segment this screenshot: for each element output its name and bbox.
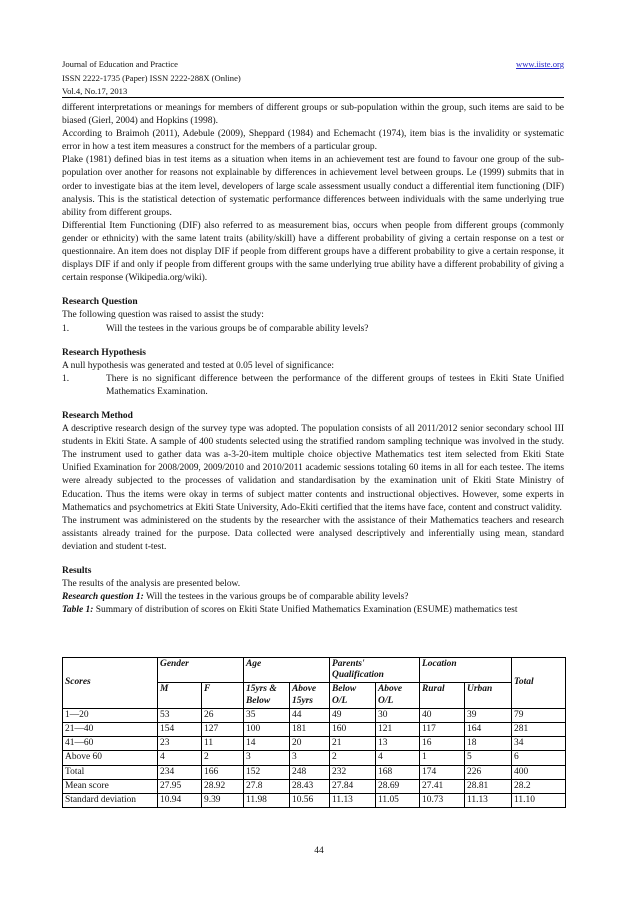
table-row [63, 779, 566, 793]
table-row [63, 751, 566, 765]
table-cell: 14 [244, 737, 290, 751]
research-question-item [62, 323, 564, 336]
table-label: Table 1: [62, 605, 94, 616]
parents-qualification-header: Parents' Qualification [330, 658, 420, 683]
research-hypothesis-intro: A null hypothesis was generated and tested at 0.05 level of significance: [62, 360, 335, 371]
results-intro: The results of the analysis are presented below. [62, 579, 241, 590]
table-row [63, 723, 566, 737]
table-cell: 127 [202, 723, 244, 737]
subheader-male: M [158, 683, 202, 708]
research-method-paragraph-2: The instrument was administered on the students by the researcher with the assistance of their Mathematics teachers and research assistants already trained for the purpose. Data collected were analysed descriptively and inferentially using mean, standard deviation and student t-test. [62, 515, 564, 552]
row-label: 1—20 [63, 708, 158, 722]
total-header: Total [512, 658, 566, 709]
table-cell: 35 [244, 708, 290, 722]
table-caption-text: Summary of distribution of scores on Ekiti State Unified Mathematics Examination (ESUME) mathematics test [93, 605, 518, 616]
research-question-heading: Research Question [62, 297, 138, 308]
table-cell: 234 [158, 765, 202, 779]
row-label: Above 60 [63, 751, 158, 765]
item-number: 1. [62, 373, 70, 384]
article-body [62, 102, 564, 617]
table-cell: 23 [158, 737, 202, 751]
table-cell: 11.05 [376, 794, 420, 808]
table-cell: 11.13 [465, 794, 512, 808]
table-cell: 5 [465, 751, 512, 765]
table-cell: 16 [420, 737, 465, 751]
table-cell: 4 [376, 751, 420, 765]
research-method-paragraph: A descriptive research design of the survey type was adopted. The population consists of all 2011/2012 senior secondary school III students in Ekiti State. A sample of 400 students selected using the stratified random sampling technique was involved in the study. The instrument used to gather data was a-3-20-item multiple choice objective Mathematics test item selected from Ekiti State Unified Examination for 2008/2009, 2009/2010 and 2010/2011 academic sessions totaling 60 items in all for each testee. The items were already subjected to the processes of validation and standardisation by the examination unit of Ekiti State Ministry of Education. Thus the items were okay in terms of subject matter contents and instructional objectives. However, some experts in Mathematics and psychometrics at Ekiti State University, Ado-Ekiti certified that the items have face, content and construct validity. [62, 424, 564, 513]
gender-header: Gender [158, 658, 244, 683]
row-label: Total [63, 765, 158, 779]
table-row [63, 765, 566, 779]
table-cell: 181 [290, 723, 330, 737]
table-cell: 248 [290, 765, 330, 779]
table-cell: 164 [465, 723, 512, 737]
table-row [63, 737, 566, 751]
paragraph-dif: Differential Item Functioning (DIF) also referred to as measurement bias, occurs when people from different groups (commonly gender or ethnicity) with the same latent traits (ability/skill) have a different probability of giving a certain response on a test or questionnaire. An item does not display DIF if people from different groups have a different probability to give a certain response, it displays DIF if and only if people from different groups with the same underlying true ability have a different probability of giving a certain response (Wikipedia.org/wiki). [62, 220, 564, 284]
table-cell: 20 [290, 737, 330, 751]
table-cell: 79 [512, 708, 566, 722]
subheader-above-15yrs: Above 15yrs [290, 683, 330, 708]
table-cell: 27.95 [158, 779, 202, 793]
table-cell: 232 [330, 765, 376, 779]
table-cell: 34 [512, 737, 566, 751]
subheader-below-ol: Below O/L [330, 683, 376, 708]
table-cell: 21 [330, 737, 376, 751]
research-question-text: Will the testees in the various groups be of comparable ability levels? [143, 592, 409, 603]
table-cell: 28.43 [290, 779, 330, 793]
research-question-label: Research question 1: [62, 592, 144, 603]
table-cell: 28.92 [202, 779, 244, 793]
table-cell: 53 [158, 708, 202, 722]
table-header-row [63, 658, 566, 683]
table-cell: 49 [330, 708, 376, 722]
table-cell: 11.13 [330, 794, 376, 808]
table-cell: 28.2 [512, 779, 566, 793]
issn-line: ISSN 2222-1735 (Paper) ISSN 2222-288X (Online) [62, 72, 241, 83]
subheader-urban: Urban [465, 683, 512, 708]
table-cell: 168 [376, 765, 420, 779]
table-cell: 226 [465, 765, 512, 779]
item-text: Will the testees in the various groups be of comparable ability levels? [106, 323, 369, 334]
paragraph-item-bias: According to Braimoh (2011), Adebule (2009), Sheppard (1984) and Echemacht (1974), item bias is the invalidity or systematic error in how a test item measures a construct for the members of a particular group. [62, 129, 564, 153]
table-cell: 2 [202, 751, 244, 765]
table-cell: 27.8 [244, 779, 290, 793]
table-cell: 39 [465, 708, 512, 722]
page-number: 44 [314, 846, 324, 856]
subheader-15yrs-below: 15yrs & Below [244, 683, 290, 708]
table-row [63, 708, 566, 722]
table-cell: 28.81 [465, 779, 512, 793]
research-question-1-line [62, 591, 564, 604]
table-cell: 18 [465, 737, 512, 751]
table-cell: 9.39 [202, 794, 244, 808]
table-cell: 10.56 [290, 794, 330, 808]
scores-header: Scores [63, 658, 158, 709]
table-cell: 100 [244, 723, 290, 737]
row-label: 41—60 [63, 737, 158, 751]
research-method-heading: Research Method [62, 410, 133, 421]
table-cell: 160 [330, 723, 376, 737]
table-cell: 30 [376, 708, 420, 722]
volume-line: Vol.4, No.17, 2013 [62, 86, 128, 96]
table-cell: 152 [244, 765, 290, 779]
subheader-rural: Rural [420, 683, 465, 708]
table-cell: 40 [420, 708, 465, 722]
row-label: 21—40 [63, 723, 158, 737]
journal-title: Journal of Education and Practice [62, 59, 178, 69]
journal-header [62, 58, 564, 99]
table-cell: 3 [290, 751, 330, 765]
table-cell: 117 [420, 723, 465, 737]
table-cell: 10.73 [420, 794, 465, 808]
table-cell: 11 [202, 737, 244, 751]
table-cell: 4 [158, 751, 202, 765]
research-hypothesis-item [62, 373, 564, 399]
table-body [63, 708, 566, 807]
table-caption [62, 604, 564, 617]
header-divider [62, 97, 564, 98]
table-cell: 28.69 [376, 779, 420, 793]
results-heading: Results [62, 566, 92, 576]
scores-distribution-table [62, 657, 566, 808]
table-cell: 11.98 [244, 794, 290, 808]
row-label: Standard deviation [63, 794, 158, 808]
website-link[interactable]: www.iiste.org [516, 59, 564, 69]
table-cell: 27.41 [420, 779, 465, 793]
research-question-intro: The following question was raised to assist the study: [62, 310, 264, 321]
research-hypothesis-heading: Research Hypothesis [62, 347, 146, 358]
table-cell: 10.94 [158, 794, 202, 808]
location-header: Location [420, 658, 512, 683]
table-cell: 11.10 [512, 794, 566, 808]
paragraph-bias-definition: different interpretations or meanings for members of different groups or sub-population within the group, such items are said to be biased (Gierl, 2004) and Hopkins (1998). [62, 103, 564, 127]
table-cell: 6 [512, 751, 566, 765]
table-cell: 27.84 [330, 779, 376, 793]
age-header: Age [244, 658, 330, 683]
table-cell: 26 [202, 708, 244, 722]
item-text: There is no significant difference between the performance of the different groups of testees in Ekiti State Unified Mathematics Examination. [106, 373, 564, 397]
item-number: 1. [62, 323, 70, 334]
table-cell: 400 [512, 765, 566, 779]
table-cell: 2 [330, 751, 376, 765]
paragraph-plake: Plake (1981) defined bias in test items as a situation when items in an achievement test are found to favour one group of the sub-population over another for reasons not explainable by differences in achievement level between groups. Le (1999) submits that in order to investigate bias at the item level, developers of large scale assessment usually conduct a differential item functioning (DIF) analysis. This is the statistical detection of systematic performance differences between individuals with the same underlying true ability from different groups. [62, 155, 564, 218]
table-cell: 281 [512, 723, 566, 737]
table-cell: 154 [158, 723, 202, 737]
table-row [63, 794, 566, 808]
subheader-female: F [202, 683, 244, 708]
table-cell: 3 [244, 751, 290, 765]
table-cell: 13 [376, 737, 420, 751]
table-cell: 174 [420, 765, 465, 779]
row-label: Mean score [63, 779, 158, 793]
table-cell: 121 [376, 723, 420, 737]
table-cell: 166 [202, 765, 244, 779]
table-cell: 1 [420, 751, 465, 765]
subheader-above-ol: Above O/L [376, 683, 420, 708]
table-cell: 44 [290, 708, 330, 722]
